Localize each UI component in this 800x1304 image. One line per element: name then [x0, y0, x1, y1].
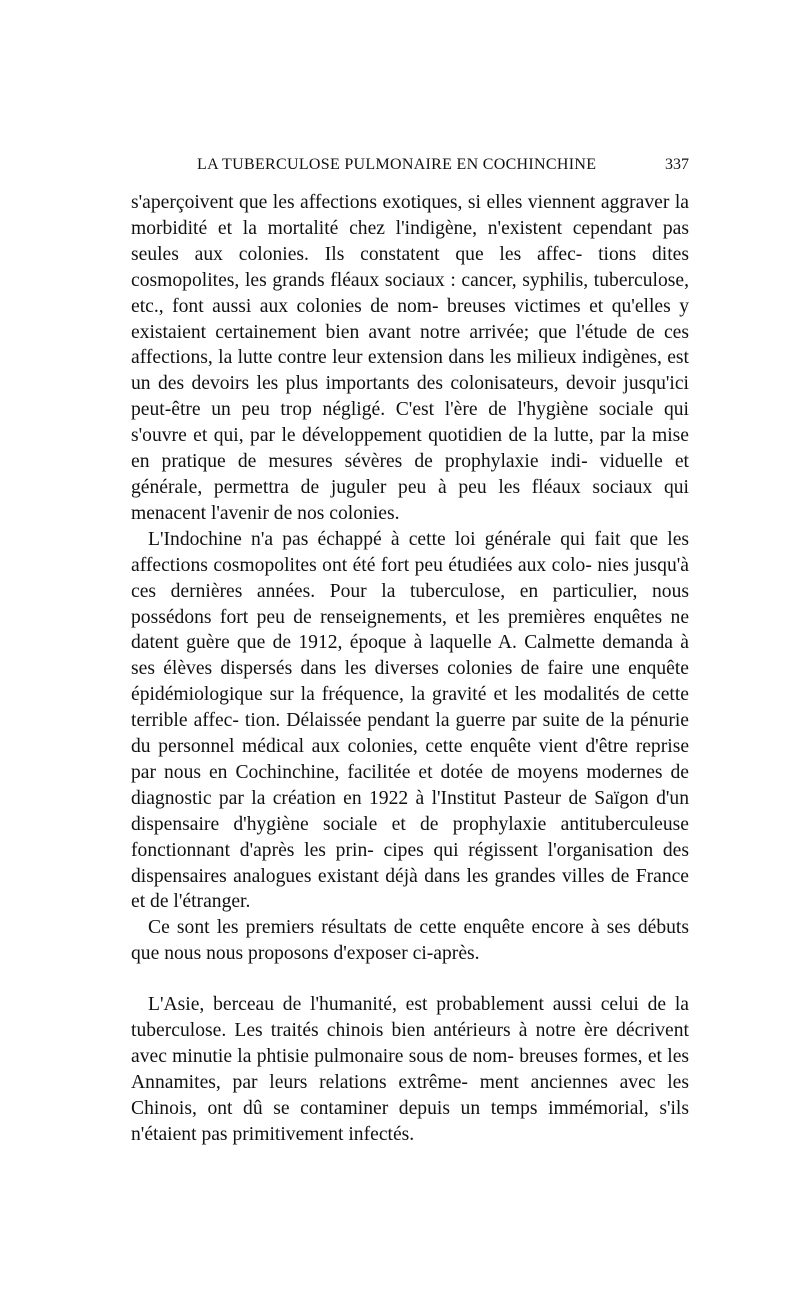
paragraph-asia-origin — [131, 992, 689, 1147]
text-line: syphilis, tuberculose, etc., font aussi aux colonies de nom- — [131, 269, 689, 317]
text-line: tions dites cosmopolites, les grands fléaux sociaux : cancer, — [131, 243, 689, 291]
text-line: nies jusqu'à ces dernières années. Pour la tuberculose, en — [131, 554, 690, 602]
running-header — [131, 156, 689, 180]
paragraph-colonial-diseases — [131, 190, 689, 527]
text-line: ère décrivent avec minutie la phtisie pulmonaire sous de nom- — [131, 1020, 689, 1067]
text-line: qui s'ouvre et qui, par le développement quotidien de la lutte, — [131, 399, 689, 447]
text-line: ment anciennes avec les Chinois, ont dû se contaminer depuis — [131, 1071, 690, 1119]
text-line: prophylaxie antituberculeuse fonctionnant d'après les prin- — [131, 813, 689, 861]
text-line: existant déjà dans les grandes villes de France et de l'étranger. — [131, 865, 690, 913]
text-line: premières enquêtes ne datent guère que de 1912, époque à — [131, 606, 690, 654]
text-line: un temps immémorial, s'ils n'étaient pas primitivement infectés. — [131, 1097, 689, 1145]
text-line: Ce sont les premiers résultats de cette enquête encore à ses — [148, 917, 631, 939]
text-line: breuses formes, et les Annamites, par leurs relations extrême- — [131, 1046, 690, 1093]
text-line: de la tuberculose. Les traités chinois bien antérieurs à notre — [131, 994, 689, 1042]
page-number: 337 — [665, 156, 689, 173]
text-line: par la mise en pratique de mesures sévères de prophylaxie indi- — [131, 425, 690, 473]
text-line: contre leur extension dans les milieux indigènes, est un des — [131, 347, 689, 395]
text-line: aggraver la morbidité et la mortalité chez l'indigène, n'existent — [131, 192, 690, 239]
body-text — [131, 190, 689, 1148]
text-line: L'Indochine n'a pas échappé à cette loi générale qui fait que — [148, 528, 659, 550]
text-line: particulier, nous possédons fort peu de renseignements, et les — [131, 580, 689, 628]
text-line: cependant pas seules aux colonies. Ils constatent que les affec- — [131, 217, 689, 265]
text-line: les affections cosmopolites ont été fort peu étudiées aux colo- — [131, 528, 690, 576]
text-line: laquelle A. Calmette demanda à ses élèves dispersés dans les — [131, 632, 689, 680]
paragraph-indochina-survey — [131, 527, 689, 916]
text-line: breuses victimes et qu'elles y existaient certainement bien — [131, 295, 689, 343]
text-line: tion. Délaissée pendant la guerre par suite de la pénurie du — [131, 710, 690, 758]
text-line: viduelle et générale, permettra de juguler peu à peu les fléaux — [131, 451, 689, 498]
text-line: modernes de diagnostic par la création en 1922 à l'Institut — [131, 761, 690, 809]
text-line: L'Asie, berceau de l'humanité, est probablement aussi celui — [148, 994, 639, 1016]
text-line: fréquence, la gravité et les modalités de cette terrible affec- — [131, 684, 689, 732]
text-line: cipes qui régissent l'organisation des dispensaires analogues — [131, 839, 690, 887]
text-line: diverses colonies de faire une enquête épidémiologique sur la — [131, 658, 689, 706]
text-line: sociaux qui menacent l'avenir de nos colonies. — [131, 476, 689, 524]
text-line: Pasteur de Saïgon d'un dispensaire d'hygiène sociale et de — [131, 787, 689, 835]
text-line: peut-être un peu trop négligé. C'est l'ère de l'hygiène sociale — [131, 399, 654, 421]
text-line: avant notre arrivée; que l'étude de ces affections, la lutte — [131, 321, 689, 369]
text-line: débuts que nous nous proposons d'exposer ci-après. — [131, 917, 689, 965]
paragraph-first-results — [131, 915, 689, 967]
section-break — [131, 967, 689, 992]
text-line: s'aperçoivent que les affections exotiques, si elles viennent — [131, 192, 596, 213]
text-line: reprise par nous en Cochinchine, facilitée et dotée de moyens — [131, 736, 690, 783]
text-line: devoirs les plus importants des colonisateurs, devoir jusqu'ici — [191, 373, 689, 395]
text-line: personnel médical aux colonies, cette enquête vient d'être — [158, 736, 629, 758]
running-title: LA TUBERCULOSE PULMONAIRE EN COCHINCHINE — [197, 156, 597, 173]
